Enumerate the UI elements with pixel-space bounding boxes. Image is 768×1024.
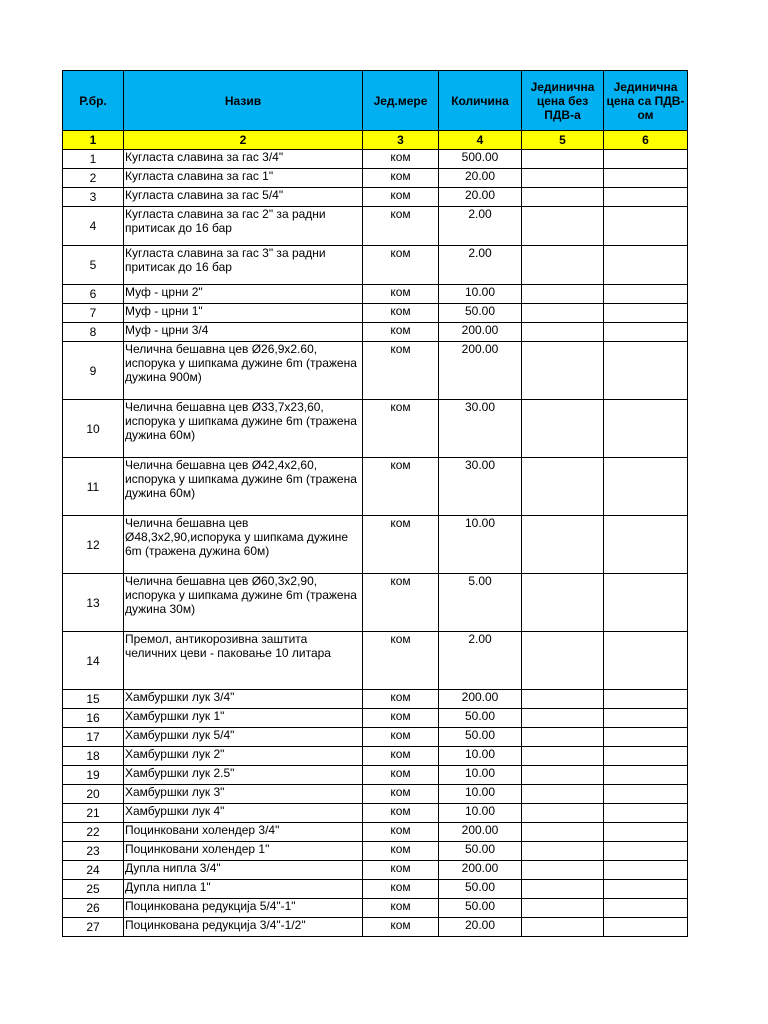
price-with-vat-cell [604,709,688,728]
header-quantity: Количина [439,71,522,131]
table-row [63,632,688,690]
item-name-cell: Дупла нипла 1" [124,880,363,899]
row-number-cell: 12 [63,516,124,574]
item-name-cell: Кугласта славина за гас 5/4" [124,188,363,207]
item-name-cell: Кугласта славина за гас 2" за радни притисак до 16 бар [124,207,363,246]
price-with-vat-cell [604,188,688,207]
unit-cell: ком [363,861,439,880]
row-number-cell: 9 [63,342,124,400]
quantity-cell: 200.00 [439,342,522,400]
table-row [63,918,688,937]
price-with-vat-cell [604,918,688,937]
price-without-vat-cell [522,747,604,766]
row-number-cell: 10 [63,400,124,458]
item-name-cell: Хамбуршки лук 5/4" [124,728,363,747]
column-index: 2 [124,131,363,150]
row-number-cell: 21 [63,804,124,823]
item-name-cell: Дупла нипла 3/4" [124,861,363,880]
row-number-cell: 14 [63,632,124,690]
price-with-vat-cell [604,323,688,342]
header-row-number: Р.бр. [63,71,124,131]
price-with-vat-cell [604,207,688,246]
column-index: 1 [63,131,124,150]
unit-cell: ком [363,342,439,400]
price-without-vat-cell [522,728,604,747]
quantity-cell: 50.00 [439,842,522,861]
header-unit-price-without-vat: Јединична цена без ПДВ-а [522,71,604,131]
item-name-cell: Кугласта славина за гас 3" за радни притисак до 16 бар [124,246,363,285]
row-number-cell: 5 [63,246,124,285]
item-name-cell: Хамбуршки лук 3/4" [124,690,363,709]
table-row [63,400,688,458]
price-with-vat-cell [604,150,688,169]
price-with-vat-cell [604,285,688,304]
column-index: 6 [604,131,688,150]
price-without-vat-cell [522,823,604,842]
price-without-vat-cell [522,400,604,458]
quantity-cell: 2.00 [439,632,522,690]
table-row [63,690,688,709]
unit-cell: ком [363,188,439,207]
row-number-cell: 2 [63,169,124,188]
item-name-cell: Челична бешавна цев Ø26,9x2.60, испорука у шипкама дужине 6m (тражена дужина 900м) [124,342,363,400]
price-with-vat-cell [604,842,688,861]
row-number-cell: 18 [63,747,124,766]
item-name-cell: Кугласта славина за гас 3/4" [124,150,363,169]
table-row [63,747,688,766]
unit-cell: ком [363,207,439,246]
header-unit: Јед.мере [363,71,439,131]
item-name-cell: Муф - црни 1" [124,304,363,323]
unit-cell: ком [363,458,439,516]
price-without-vat-cell [522,709,604,728]
quantity-cell: 200.00 [439,323,522,342]
item-name-cell: Хамбуршки лук 2" [124,747,363,766]
quantity-cell: 5.00 [439,574,522,632]
quantity-cell: 30.00 [439,400,522,458]
price-without-vat-cell [522,304,604,323]
unit-cell: ком [363,785,439,804]
column-index: 4 [439,131,522,150]
unit-cell: ком [363,400,439,458]
table-row [63,709,688,728]
row-number-cell: 23 [63,842,124,861]
price-without-vat-cell [522,342,604,400]
price-with-vat-cell [604,632,688,690]
table-row [63,880,688,899]
header-row [63,71,688,131]
price-with-vat-cell [604,728,688,747]
table-row [63,342,688,400]
header-unit-price-with-vat: Јединична цена са ПДВ-ом [604,71,688,131]
item-name-cell: Челична бешавна цев Ø33,7x23,60, испорука у шипкама дужине 6m (тражена дужина 60м) [124,400,363,458]
table-row [63,246,688,285]
unit-cell: ком [363,747,439,766]
quantity-cell: 20.00 [439,169,522,188]
price-without-vat-cell [522,690,604,709]
row-number-cell: 17 [63,728,124,747]
price-without-vat-cell [522,918,604,937]
price-without-vat-cell [522,785,604,804]
item-name-cell: Хамбуршки лук 3" [124,785,363,804]
price-without-vat-cell [522,842,604,861]
price-without-vat-cell [522,574,604,632]
row-number-cell: 4 [63,207,124,246]
table-row [63,804,688,823]
quantity-cell: 10.00 [439,785,522,804]
table-row [63,188,688,207]
item-name-cell: Муф - црни 2" [124,285,363,304]
header-name: Назив [124,71,363,131]
unit-cell: ком [363,150,439,169]
quantity-cell: 10.00 [439,516,522,574]
price-without-vat-cell [522,766,604,785]
quantity-cell: 50.00 [439,304,522,323]
quantity-cell: 10.00 [439,766,522,785]
row-number-cell: 22 [63,823,124,842]
table-row [63,574,688,632]
unit-cell: ком [363,842,439,861]
price-with-vat-cell [604,785,688,804]
price-without-vat-cell [522,169,604,188]
price-without-vat-cell [522,207,604,246]
quantity-cell: 50.00 [439,728,522,747]
unit-cell: ком [363,285,439,304]
row-number-cell: 16 [63,709,124,728]
unit-cell: ком [363,823,439,842]
table-row [63,842,688,861]
unit-cell: ком [363,918,439,937]
quantity-cell: 10.00 [439,285,522,304]
unit-cell: ком [363,766,439,785]
row-number-cell: 19 [63,766,124,785]
table-row [63,861,688,880]
table-row [63,766,688,785]
item-name-cell: Поцинковани холендер 3/4" [124,823,363,842]
price-with-vat-cell [604,804,688,823]
quantity-cell: 2.00 [439,207,522,246]
unit-cell: ком [363,709,439,728]
quantity-cell: 30.00 [439,458,522,516]
table-row [63,207,688,246]
price-with-vat-cell [604,766,688,785]
price-with-vat-cell [604,899,688,918]
row-number-cell: 13 [63,574,124,632]
row-number-cell: 3 [63,188,124,207]
price-without-vat-cell [522,323,604,342]
unit-cell: ком [363,690,439,709]
table-row [63,458,688,516]
row-number-cell: 24 [63,861,124,880]
price-table [62,70,688,937]
price-with-vat-cell [604,574,688,632]
price-without-vat-cell [522,188,604,207]
row-number-cell: 20 [63,785,124,804]
column-index: 5 [522,131,604,150]
price-with-vat-cell [604,747,688,766]
quantity-cell: 10.00 [439,747,522,766]
row-number-cell: 8 [63,323,124,342]
price-without-vat-cell [522,880,604,899]
price-with-vat-cell [604,458,688,516]
item-name-cell: Поцинкована редукција 5/4"-1" [124,899,363,918]
price-with-vat-cell [604,690,688,709]
table-row [63,150,688,169]
quantity-cell: 200.00 [439,823,522,842]
unit-cell: ком [363,169,439,188]
unit-cell: ком [363,804,439,823]
unit-cell: ком [363,246,439,285]
price-with-vat-cell [604,169,688,188]
unit-cell: ком [363,323,439,342]
item-name-cell: Кугласта славина за гас 1" [124,169,363,188]
quantity-cell: 50.00 [439,899,522,918]
quantity-cell: 2.00 [439,246,522,285]
price-without-vat-cell [522,899,604,918]
unit-cell: ком [363,899,439,918]
table-row [63,285,688,304]
quantity-cell: 10.00 [439,804,522,823]
price-with-vat-cell [604,880,688,899]
unit-cell: ком [363,304,439,323]
price-without-vat-cell [522,804,604,823]
column-index: 3 [363,131,439,150]
row-number-cell: 15 [63,690,124,709]
unit-cell: ком [363,516,439,574]
item-name-cell: Поцинковани холендер 1" [124,842,363,861]
row-number-cell: 26 [63,899,124,918]
quantity-cell: 50.00 [439,880,522,899]
price-with-vat-cell [604,400,688,458]
price-without-vat-cell [522,516,604,574]
quantity-cell: 200.00 [439,861,522,880]
row-number-cell: 25 [63,880,124,899]
quantity-cell: 20.00 [439,188,522,207]
table-body [63,150,688,937]
table-row [63,728,688,747]
item-name-cell: Хамбуршки лук 2.5" [124,766,363,785]
quantity-cell: 20.00 [439,918,522,937]
table-row [63,169,688,188]
price-with-vat-cell [604,516,688,574]
price-without-vat-cell [522,285,604,304]
row-number-cell: 6 [63,285,124,304]
quantity-cell: 500.00 [439,150,522,169]
table-row [63,304,688,323]
price-without-vat-cell [522,861,604,880]
item-name-cell: Муф - црни 3/4 [124,323,363,342]
table-row [63,823,688,842]
price-without-vat-cell [522,458,604,516]
price-with-vat-cell [604,304,688,323]
row-number-cell: 1 [63,150,124,169]
price-without-vat-cell [522,246,604,285]
price-with-vat-cell [604,861,688,880]
item-name-cell: Челична бешавна цев Ø42,4x2,60, испорука у шипкама дужине 6m (тражена дужина 60м) [124,458,363,516]
row-number-cell: 27 [63,918,124,937]
item-name-cell: Премол, антикорозивна заштита челичних цеви - паковање 10 литара [124,632,363,690]
column-index-row [63,131,688,150]
item-name-cell: Хамбуршки лук 4" [124,804,363,823]
row-number-cell: 7 [63,304,124,323]
price-with-vat-cell [604,823,688,842]
item-name-cell: Хамбуршки лук 1" [124,709,363,728]
item-name-cell: Поцинкована редукција 3/4"-1/2" [124,918,363,937]
item-name-cell: Челична бешавна цев Ø60,3x2,90, испорука у шипкама дужине 6m (тражена дужина 30м) [124,574,363,632]
price-without-vat-cell [522,632,604,690]
unit-cell: ком [363,880,439,899]
table-row [63,516,688,574]
table-row [63,899,688,918]
item-name-cell: Челична бешавна цев Ø48,3x2,90,испорука у шипкама дужине 6m (тражена дужина 60м) [124,516,363,574]
row-number-cell: 11 [63,458,124,516]
quantity-cell: 50.00 [439,709,522,728]
price-with-vat-cell [604,342,688,400]
table-row [63,323,688,342]
quantity-cell: 200.00 [439,690,522,709]
unit-cell: ком [363,728,439,747]
price-without-vat-cell [522,150,604,169]
unit-cell: ком [363,632,439,690]
table-row [63,785,688,804]
unit-cell: ком [363,574,439,632]
price-with-vat-cell [604,246,688,285]
